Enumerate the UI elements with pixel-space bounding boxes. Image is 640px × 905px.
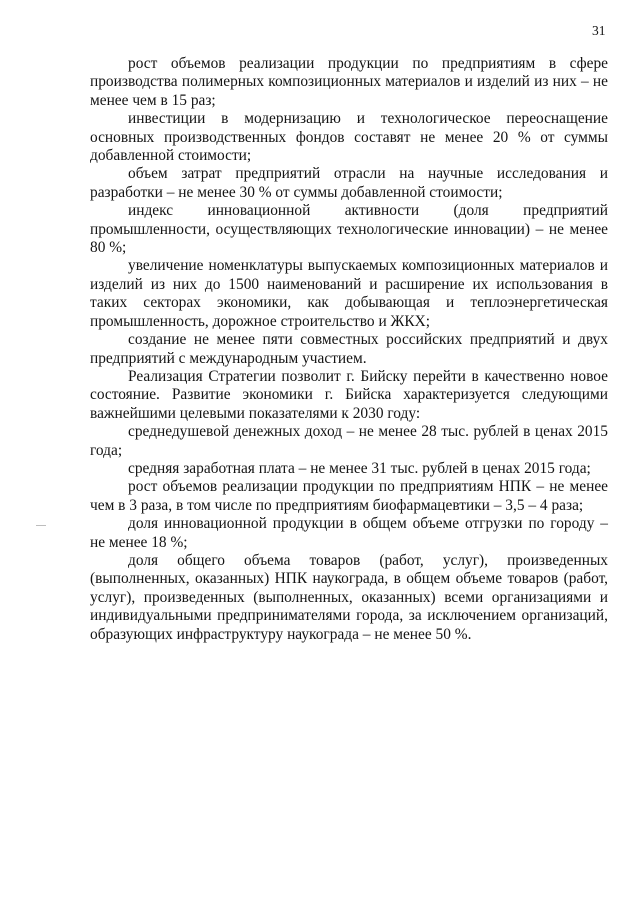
margin-mark <box>36 525 46 526</box>
page-number: 31 <box>592 23 606 38</box>
paragraph-innovation-index: индекс инновационной активности (доля предприятий промышленности, осуществляющих технологические инновации) – не менее 80 %; <box>90 202 608 257</box>
paragraph-modernization-investment: инвестиции в модернизацию и технологическое переоснащение основных производственных фондов составят не менее 20 % от суммы добавленной стоимости; <box>90 110 608 165</box>
paragraph-average-salary: средняя заработная плата – не менее 31 тыс. рублей в ценах 2015 года; <box>128 459 591 477</box>
paragraph-nomenclature-increase: увеличение номенклатуры выпускаемых композиционных материалов и изделий из них до 1500 наименований и расширение их использования в таких секторах экономики, как добывающая и теплоэнергетическая промышленность, дорожное строительство и ЖКХ; <box>90 257 608 330</box>
paragraph-joint-enterprises: создание не менее пяти совместных российских предприятий и двух предприятий с международным участием. <box>90 331 608 367</box>
document-body <box>90 55 608 644</box>
paragraph-innovative-products-share: доля инновационной продукции в общем объеме отгрузки по городу – не менее 18 %; <box>90 515 608 551</box>
paragraph-science-city-goods-share: доля общего объема товаров (работ, услуг), произведенных (выполненных, оказанных) НПК наукограда, в общем объеме товаров (работ, услуг), произведенных (выполненных, оказанных) всеми организациями и индивидуальными предпринимателями города, за исключением организаций, образующих инфраструктуру наукограда – не менее 50 %. <box>90 551 608 643</box>
paragraph-npk-sales-growth: рост объемов реализации продукции по предприятиям НПК – не менее чем в 3 раза, в том числе по предприятиям биофармацевтики – 3,5 – 4 раза; <box>90 478 608 514</box>
paragraph-per-capita-income: среднедушевой денежных доход – не менее 28 тыс. рублей в ценах 2015 года; <box>90 423 608 459</box>
paragraph-polymer-sales-growth: рост объемов реализации продукции по предприятиям в сфере производства полимерных композиционных материалов и изделий из них – не менее чем в 15 раз; <box>90 55 608 109</box>
paragraph-strategy-implementation: Реализация Стратегии позволит г. Бийску перейти в качественно новое состояние. Развитие экономики г. Бийска характеризуется следующими важнейшими целевыми показателями к 2030 году: <box>90 367 608 422</box>
paragraph-rnd-costs: объем затрат предприятий отрасли на научные исследования и разработки – не менее 30 % от суммы добавленной стоимости; <box>90 165 608 201</box>
